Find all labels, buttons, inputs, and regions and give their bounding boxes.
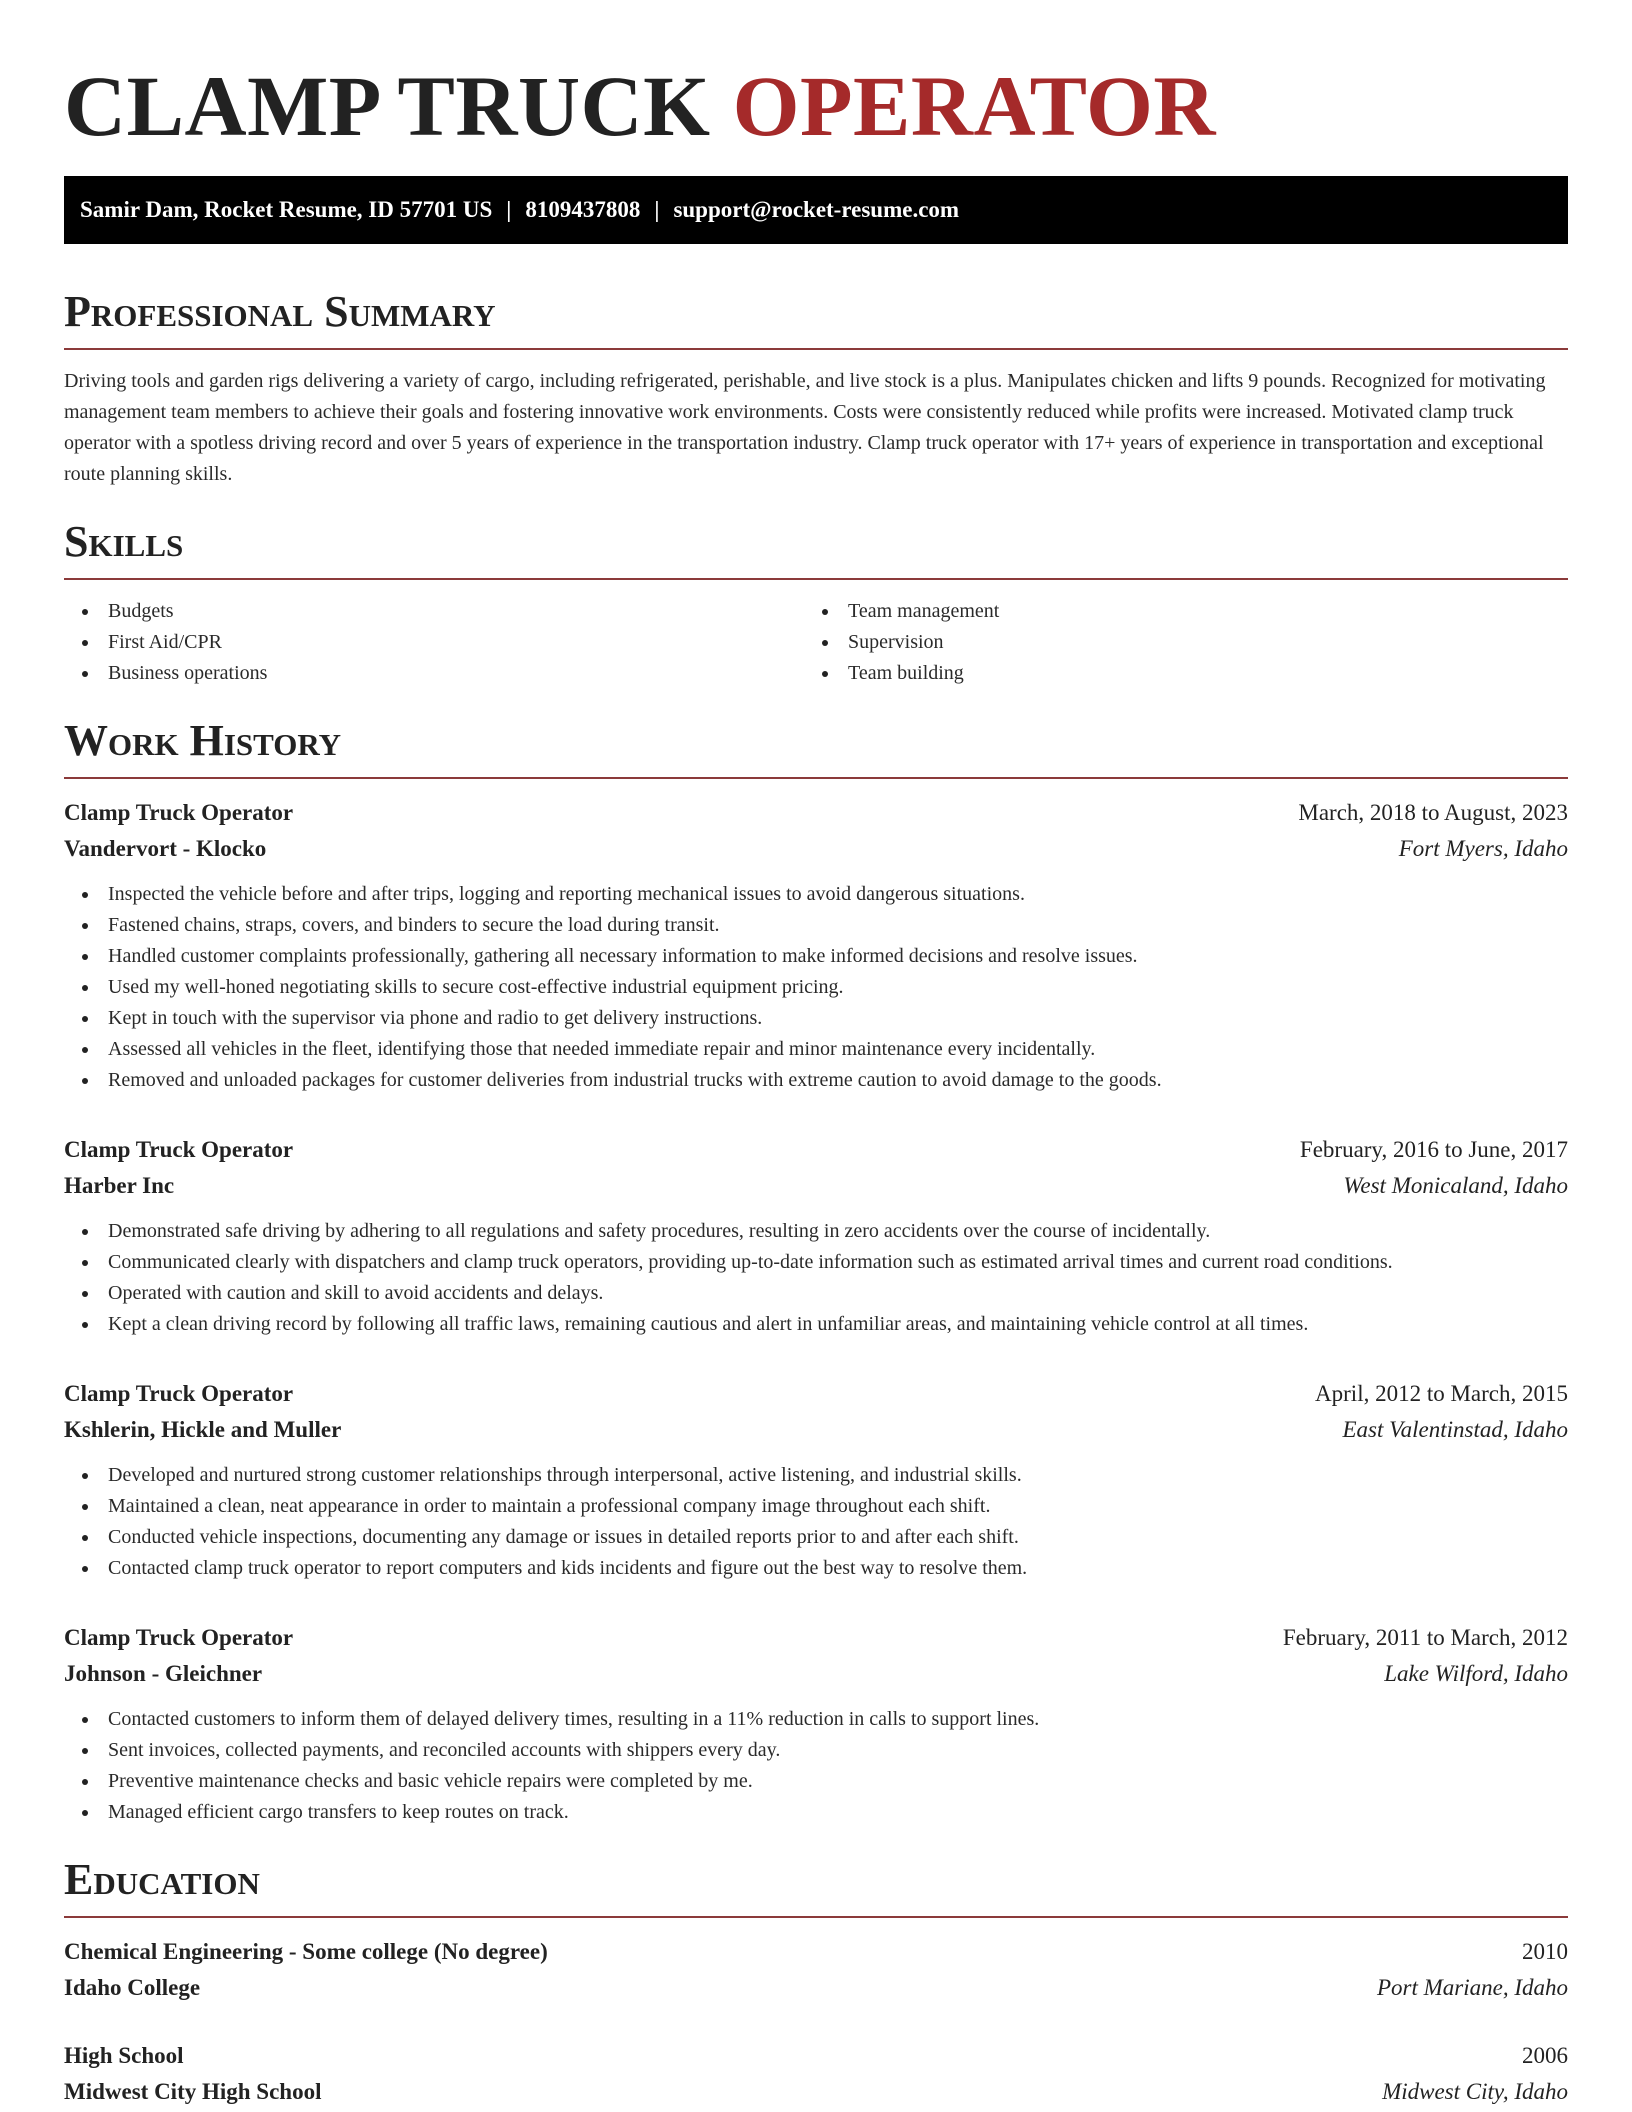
job-bullet: Kept a clean driving record by following all traffic laws, remaining cautious and alert in unfamiliar areas, and maintaining vehicle control at all times. <box>64 1309 1568 1340</box>
resume-title <box>64 56 1568 156</box>
job-header-row <box>64 1376 1568 1412</box>
job-bullet: Preventive maintenance checks and basic vehicle repairs were completed by me. <box>64 1766 1568 1797</box>
job-company: Vandervort - Klocko <box>64 836 267 861</box>
job-bullet: Kept in touch with the supervisor via phone and radio to get delivery instructions. <box>64 1003 1568 1034</box>
job-bullet: Assessed all vehicles in the fleet, identifying those that needed immediate repair and minor maintenance every incidentally. <box>64 1034 1568 1065</box>
skills-grid <box>64 596 1568 689</box>
education-school-row <box>64 1970 1568 2006</box>
job-company-row <box>64 831 1568 867</box>
skills-list-left <box>64 596 804 689</box>
education-school-row <box>64 2074 1568 2110</box>
job-bullet: Contacted customers to inform them of delayed delivery times, resulting in a 11% reduction in calls to support lines. <box>64 1704 1568 1735</box>
skills-section <box>64 514 1568 689</box>
education-degree: High School <box>64 2043 184 2068</box>
job-entry <box>64 795 1568 1096</box>
job-dates: April, 2012 to March, 2015 <box>1315 1381 1568 1406</box>
job-bullet: Fastened chains, straps, covers, and binders to secure the load during transit. <box>64 910 1568 941</box>
contact-email[interactable]: support@rocket-resume.com <box>673 197 960 222</box>
job-bullets <box>64 1216 1568 1340</box>
job-bullet: Conducted vehicle inspections, documenting any damage or issues in detailed reports prior to and after each shift. <box>64 1522 1568 1553</box>
job-header-row <box>64 1620 1568 1656</box>
education-location: Port Mariane, Idaho <box>1376 1975 1568 2000</box>
job-company: Kshlerin, Hickle and Muller <box>64 1417 342 1442</box>
job-location: Fort Myers, Idaho <box>1398 836 1568 861</box>
summary-text: Driving tools and garden rigs delivering a variety of cargo, including refrigerated, perishable, and live stock is a plus. Manipulates chicken and lifts 9 pounds. Recognized for motivating management team members to achieve their goals and fostering innovative work environments. Costs were consistently reduced while profits were increased. Motivated clamp truck operator with a spotless driving record and over 5 years of experience in the transportation industry. Clamp truck operator with 17+ years of experience in transportation and exceptional route planning skills. <box>64 370 1546 485</box>
job-bullet: Sent invoices, collected payments, and reconciled accounts with shippers every day. <box>64 1735 1568 1766</box>
skill-item: Supervision <box>804 627 1544 658</box>
education-location: Midwest City, Idaho <box>1382 2079 1568 2104</box>
resume-page <box>64 0 1568 2110</box>
skill-item: Business operations <box>64 658 804 689</box>
skill-item: Team management <box>804 596 1544 627</box>
job-bullet: Maintained a clean, neat appearance in order to maintain a professional company image throughout each shift. <box>64 1491 1568 1522</box>
job-bullet: Used my well-honed negotiating skills to secure cost-effective industrial equipment pricing. <box>64 972 1568 1003</box>
education-school: Idaho College <box>64 1975 201 2000</box>
job-bullet: Contacted clamp truck operator to report computers and kids incidents and figure out the best way to resolve them. <box>64 1553 1568 1584</box>
job-location: West Monicaland, Idaho <box>1343 1173 1568 1198</box>
skill-item: Budgets <box>64 596 804 627</box>
education-header-row <box>64 2038 1568 2074</box>
skills-list-right <box>804 596 1544 689</box>
job-bullets <box>64 1704 1568 1828</box>
summary-section <box>64 284 1568 490</box>
section-heading-education: Education <box>64 1852 1568 1918</box>
education-school: Midwest City High School <box>64 2079 322 2104</box>
job-company: Harber Inc <box>64 1173 175 1198</box>
job-title: Clamp Truck Operator <box>64 1137 294 1162</box>
skill-item: First Aid/CPR <box>64 627 804 658</box>
title-accent: OPERATOR <box>732 58 1216 154</box>
job-location: Lake Wilford, Idaho <box>1384 1661 1568 1686</box>
job-bullets <box>64 879 1568 1096</box>
section-heading-work: Work History <box>64 713 1568 779</box>
job-dates: March, 2018 to August, 2023 <box>1298 800 1568 825</box>
contact-phone: 8109437808 <box>525 197 641 222</box>
job-company-row <box>64 1168 1568 1204</box>
job-header-row <box>64 1132 1568 1168</box>
contact-address: Samir Dam, Rocket Resume, ID 57701 US <box>80 197 493 222</box>
work-section <box>64 713 1568 1828</box>
education-year: 2006 <box>1522 2043 1568 2068</box>
education-year: 2010 <box>1522 1939 1568 1964</box>
job-title: Clamp Truck Operator <box>64 1381 294 1406</box>
title-main: CLAMP TRUCK <box>64 58 711 154</box>
education-section <box>64 1852 1568 2110</box>
job-title: Clamp Truck Operator <box>64 800 294 825</box>
job-bullet: Removed and unloaded packages for customer deliveries from industrial trucks with extreme caution to avoid damage to the goods. <box>64 1065 1568 1096</box>
job-bullet: Handled customer complaints professionally, gathering all necessary information to make informed decisions and resolve issues. <box>64 941 1568 972</box>
job-dates: February, 2011 to March, 2012 <box>1282 1625 1568 1650</box>
job-entry <box>64 1376 1568 1584</box>
education-entry <box>64 1934 1568 2006</box>
job-bullet: Demonstrated safe driving by adhering to all regulations and safety procedures, resulting in zero accidents over the course of incidentally. <box>64 1216 1568 1247</box>
section-heading-summary: Professional Summary <box>64 284 1568 350</box>
job-bullet: Operated with caution and skill to avoid accidents and delays. <box>64 1278 1568 1309</box>
education-degree: Chemical Engineering - Some college (No degree) <box>64 1939 548 1964</box>
job-bullet: Developed and nurtured strong customer relationships through interpersonal, active listening, and industrial skills. <box>64 1460 1568 1491</box>
job-bullet: Communicated clearly with dispatchers and clamp truck operators, providing up-to-date information such as estimated arrival times and current road conditions. <box>64 1247 1568 1278</box>
job-bullets <box>64 1460 1568 1584</box>
job-bullet: Managed efficient cargo transfers to keep routes on track. <box>64 1797 1568 1828</box>
job-company-row <box>64 1412 1568 1448</box>
job-dates: February, 2016 to June, 2017 <box>1299 1137 1568 1162</box>
job-entry <box>64 1132 1568 1340</box>
job-title: Clamp Truck Operator <box>64 1625 294 1650</box>
contact-separator: | <box>654 197 660 222</box>
job-entry <box>64 1620 1568 1828</box>
education-entry <box>64 2038 1568 2110</box>
job-company: Johnson - Gleichner <box>64 1661 263 1686</box>
skill-item: Team building <box>804 658 1544 689</box>
section-heading-skills: Skills <box>64 514 1568 580</box>
contact-bar <box>64 176 1568 244</box>
job-bullet: Inspected the vehicle before and after trips, logging and reporting mechanical issues to avoid dangerous situations. <box>64 879 1568 910</box>
education-header-row <box>64 1934 1568 1970</box>
contact-separator: | <box>506 197 512 222</box>
job-header-row <box>64 795 1568 831</box>
job-company-row <box>64 1656 1568 1692</box>
job-location: East Valentinstad, Idaho <box>1342 1417 1568 1442</box>
